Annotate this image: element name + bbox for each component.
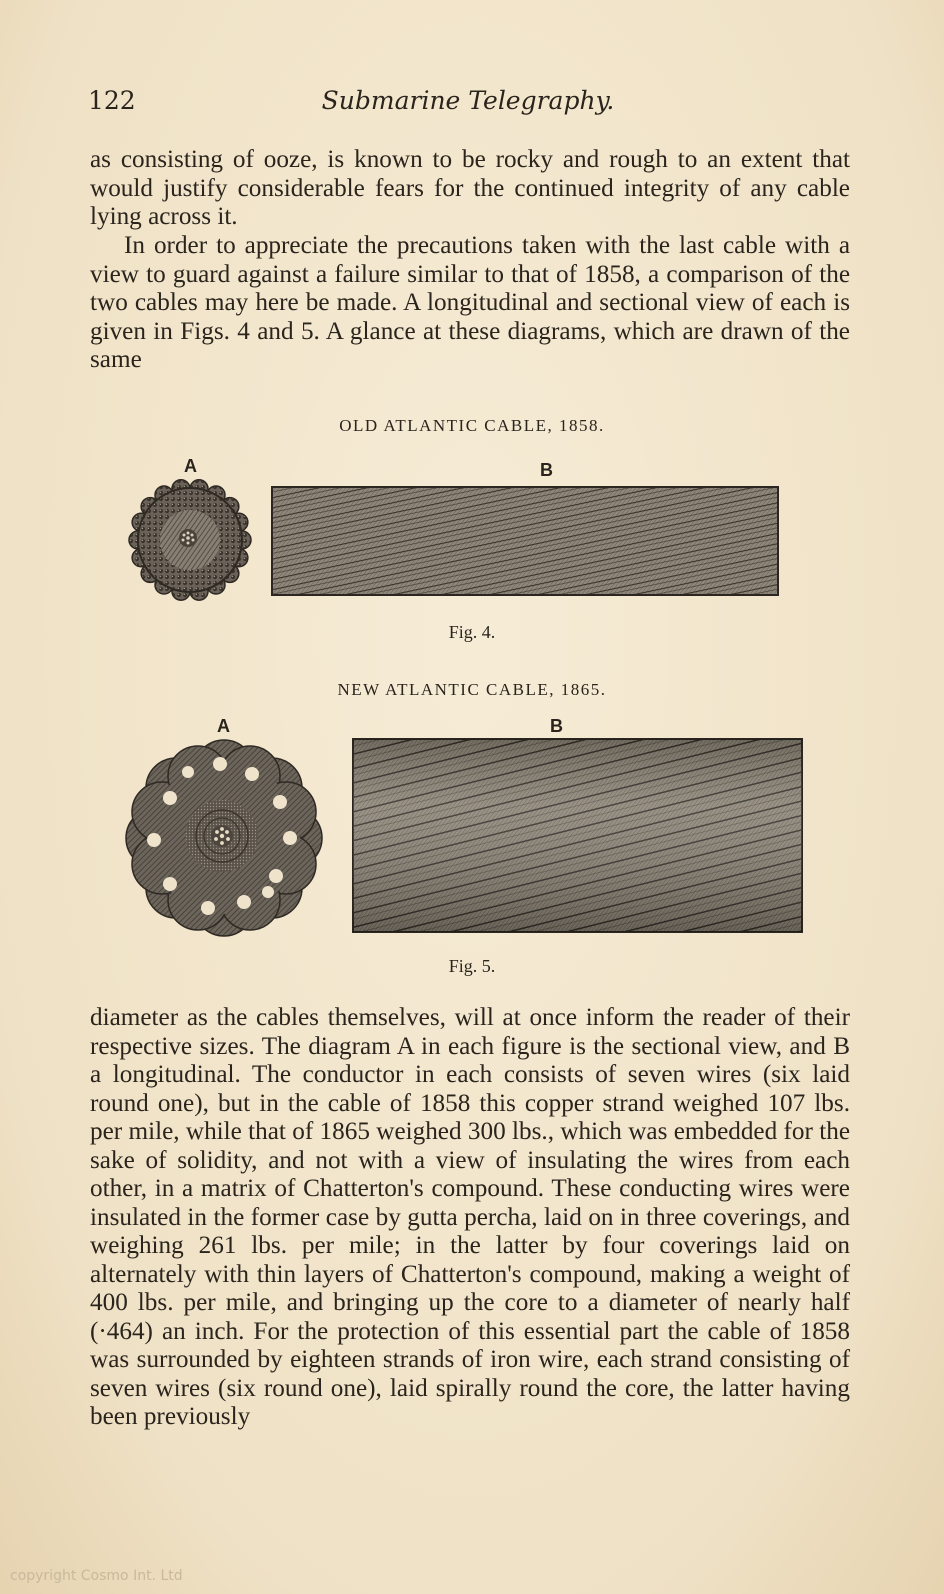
figure-4-title: OLD ATLANTIC CABLE, 1858.: [339, 416, 605, 435]
figure-4-section-diagram: [128, 478, 252, 602]
figure-4-caption: Fig. 4.: [448, 622, 496, 642]
paragraph-2: In order to appreciate the precautions taken with the last cable with a view to guard against a failure similar to that of 1858, a comparison of the two cables may here be made. A longitudinal and sectional view of each is given in Figs. 4 and 5. A glance at these diagrams, which are drawn of the same: [90, 232, 850, 373]
figure-4-label-a: A: [184, 456, 197, 476]
figure-5-longitudinal-diagram: [353, 739, 802, 932]
figure-4-label-b: B: [540, 460, 553, 480]
copyright-watermark: copyright Cosmo Int. Ltd: [10, 1568, 183, 1584]
figure-4-longitudinal-diagram: [272, 487, 778, 595]
figure-5-title: NEW ATLANTIC CABLE, 1865.: [337, 680, 607, 699]
figure-5-section-diagram: [122, 736, 326, 940]
paragraph-1: as consisting of ooze, is known to be rocky and rough to an extent that would justify considerable fears for the continued integrity of any cable lying across it.: [90, 146, 850, 230]
page-header: [88, 86, 848, 120]
figure-5-label-a: A: [217, 716, 230, 736]
running-title: Submarine Telegraphy.: [321, 86, 615, 115]
page-number: 122: [88, 86, 136, 115]
figure-5-caption: Fig. 5.: [448, 956, 496, 976]
figure-5-label-b: B: [550, 716, 563, 736]
paragraph-3: diameter as the cables themselves, will at once inform the reader of their respective sizes. The diagram A in each figure is the sectional view, and B a longitudinal. The conductor in each consists of seven wires (six laid round one), but in the cable of 1858 this copper strand weighed 107 lbs. per mile, while that of 1865 weighed 300 lbs., which was embedded for the sake of solidity, and not with a view of insulating the wires from each other, in a matrix of Chatterton's compound. These conducting wires were insulated in the former case by gutta percha, laid on in three coverings, and weighing 261 lbs. per mile; in the latter by four coverings laid on alternately with thin layers of Chatterton's compound, making a weight of 400 lbs. per mile, and bringing up the core to a diameter of nearly half (·464) an inch. For the protection of this essential part the cable of 1858 was surrounded by eighteen strands of iron wire, each strand consisting of seven wires (six round one), laid spirally round the core, the latter having been previously: [90, 1004, 850, 1430]
